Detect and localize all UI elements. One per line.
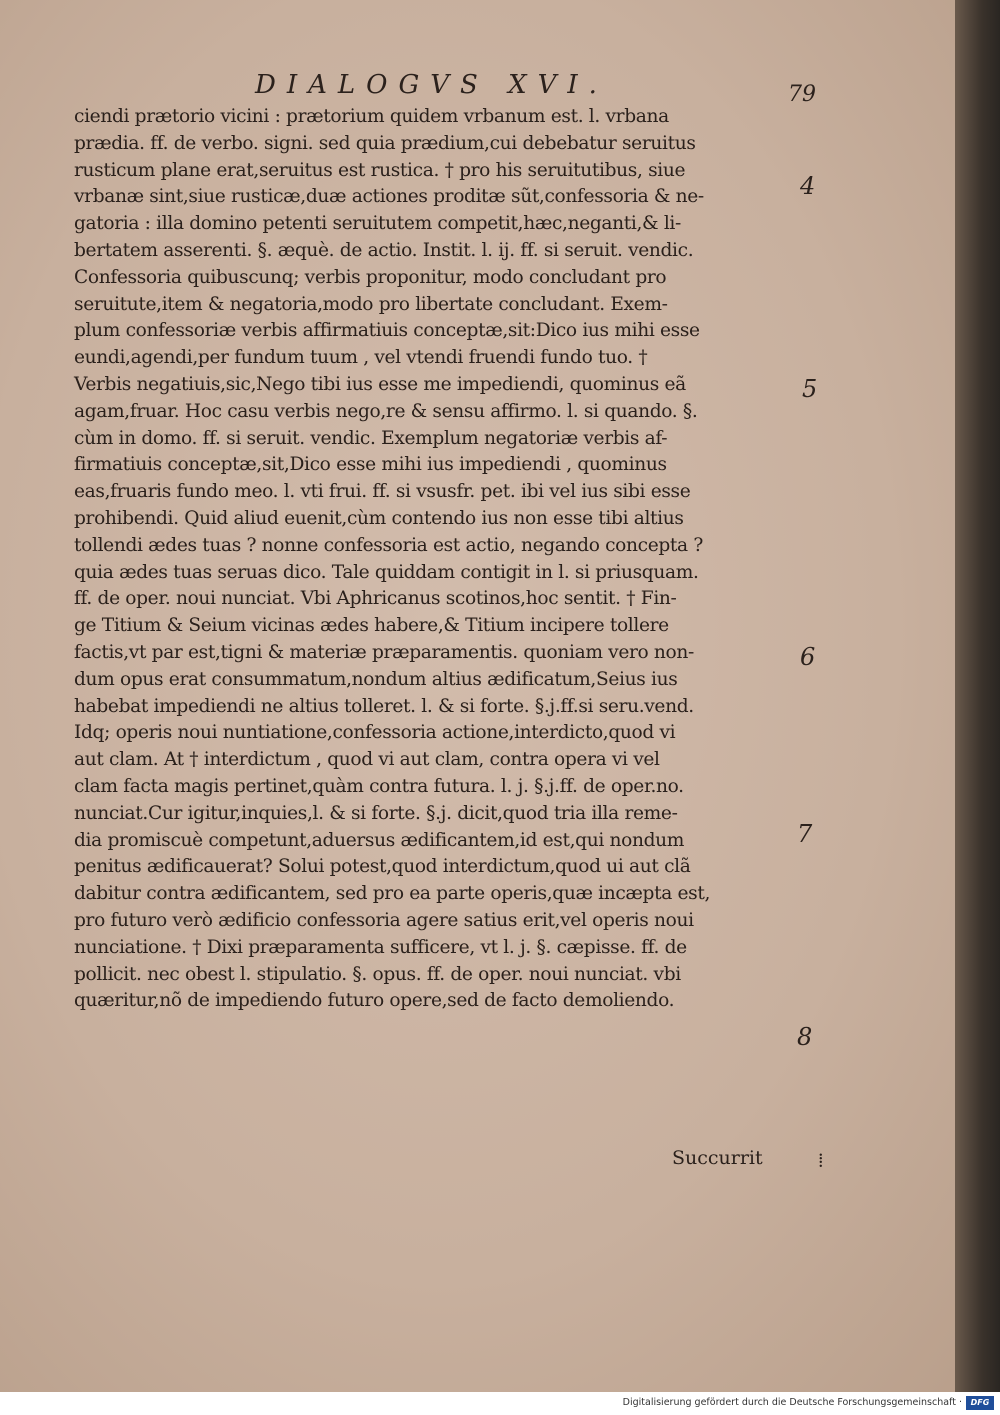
text-line: gatoria : illa domino petenti seruitutem competit,hæc,neganti,& li- [74,213,681,235]
text-line: aut clam. At † interdictum , quod vi aut clam, contra opera vi vel [74,749,660,771]
text-line: nunciatione. † Dixi præparamenta sufficere, vt l. j. §. cæpisse. ff. de [74,936,687,958]
text-line: vrbanæ sint,siue rusticæ,duæ actiones proditæ sũt,confessoria & ne- [74,186,704,208]
text-line: quæritur,nõ de impediendo futuro opere,sed de facto demoliendo. [74,990,675,1012]
text-line: prohibendi. Quid aliud euenit,cùm contendo ius non esse tibi altius [74,507,684,529]
footer-credit: Digitalisierung gefördert durch die Deutsche Forschungsgemeinschaft · [622,1397,962,1408]
text-line: dum opus erat consummatum,nondum altius ædificatum,Seius ius [74,668,678,690]
edge-mark: ⁞ [818,1148,824,1172]
text-line: bertatem asserenti. §. æquè. de actio. Instit. l. ij. ff. si seruit. vendic. [74,239,694,261]
text-line: pro futuro verò ædificio confessoria agere satius erit,vel operis noui [74,909,694,931]
text-line: eundi,agendi,per fundum tuum , vel vtendi fruendi fundo tuo. † [74,347,648,369]
text-line: seruitute,item & negatoria,modo pro libertate concludant. Exem- [74,293,668,315]
text-line: eas,fruaris fundo meo. l. vti frui. ff. si vsusfr. pet. ibi vel ius sibi esse [74,481,691,503]
text-line: quia ædes tuas seruas dico. Tale quiddam contigit in l. si priusquam. [74,561,699,583]
text-line: factis,vt par est,tigni & materiæ præparamentis. quoniam vero non- [74,641,694,663]
text-line: plum confessoriæ verbis affirmatiuis conceptæ,sit:Dico ius mihi esse [74,320,700,342]
dfg-logo: DFG [966,1396,994,1410]
margin-note-5: 5 [802,375,818,403]
text-line: Verbis negatiuis,sic,Nego tibi ius esse me impediendi, quominus eã [74,373,686,395]
margin-note-4: 4 [800,172,816,200]
catchword: Succurrit [672,1147,763,1169]
text-line: Confessoria quibuscunq; verbis proponitur, modo concludant pro [74,266,667,288]
text-line: tollendi ædes tuas ? nonne confessoria est actio, negando concepta ? [74,534,703,556]
running-header: DIALOGVS XVI. [255,70,608,100]
margin-note-6: 6 [800,643,816,671]
text-line: cùm in domo. ff. si seruit. vendic. Exemplum negatoriæ verbis af- [74,427,668,449]
body-text [74,104,794,1015]
text-line: clam facta magis pertinet,quàm contra futura. l. j. §.j.ff. de oper.no. [74,775,684,797]
page-number: 79 [788,82,816,107]
text-line: dabitur contra ædificantem, sed pro ea parte operis,quæ incæpta est, [74,883,711,905]
text-line: ciendi prætorio vicini : prætorium quidem vrbanum est. l. vrbana [74,106,669,127]
text-line: habebat impediendi ne altius tolleret. l. & si forte. §.j.ff.si seru.vend. [74,695,694,717]
text-line: ge Titium & Seium vicinas ædes habere,& Titium incipere tollere [74,615,669,637]
margin-note-7: 7 [797,820,813,848]
text-line: rusticum plane erat,seruitus est rustica. † pro his seruitutibus, siue [74,159,686,181]
text-line: firmatiuis conceptæ,sit,Dico esse mihi ius impediendi , quominus [74,454,667,476]
text-line: ff. de oper. noui nunciat. Vbi Aphricanus scotinos,hoc sentit. † Fin- [74,588,677,610]
text-line: dia promiscuè competunt,aduersus ædificantem,id est,qui nondum [74,829,685,851]
text-line: penitus ædificauerat? Solui potest,quod interdictum,quod ui aut clã [74,856,691,878]
text-line: prædia. ff. de verbo. signi. sed quia prædium,cui debebatur seruitus [74,132,696,154]
text-line: nunciat.Cur igitur,inquies,l. & si forte. §.j. dicit,quod tria illa reme- [74,802,678,824]
text-line: Idq; operis noui nuntiatione,confessoria actione,interdicto,quod vi [74,722,676,744]
page-edge-shadow [955,0,1000,1392]
text-line: agam,fruar. Hoc casu verbis nego,re & sensu affirmo. l. si quando. §. [74,400,698,422]
footer-bar [0,1392,1000,1415]
margin-note-8: 8 [797,1023,813,1051]
text-line: pollicit. nec obest l. stipulatio. §. opus. ff. de oper. noui nunciat. vbi [74,963,681,985]
